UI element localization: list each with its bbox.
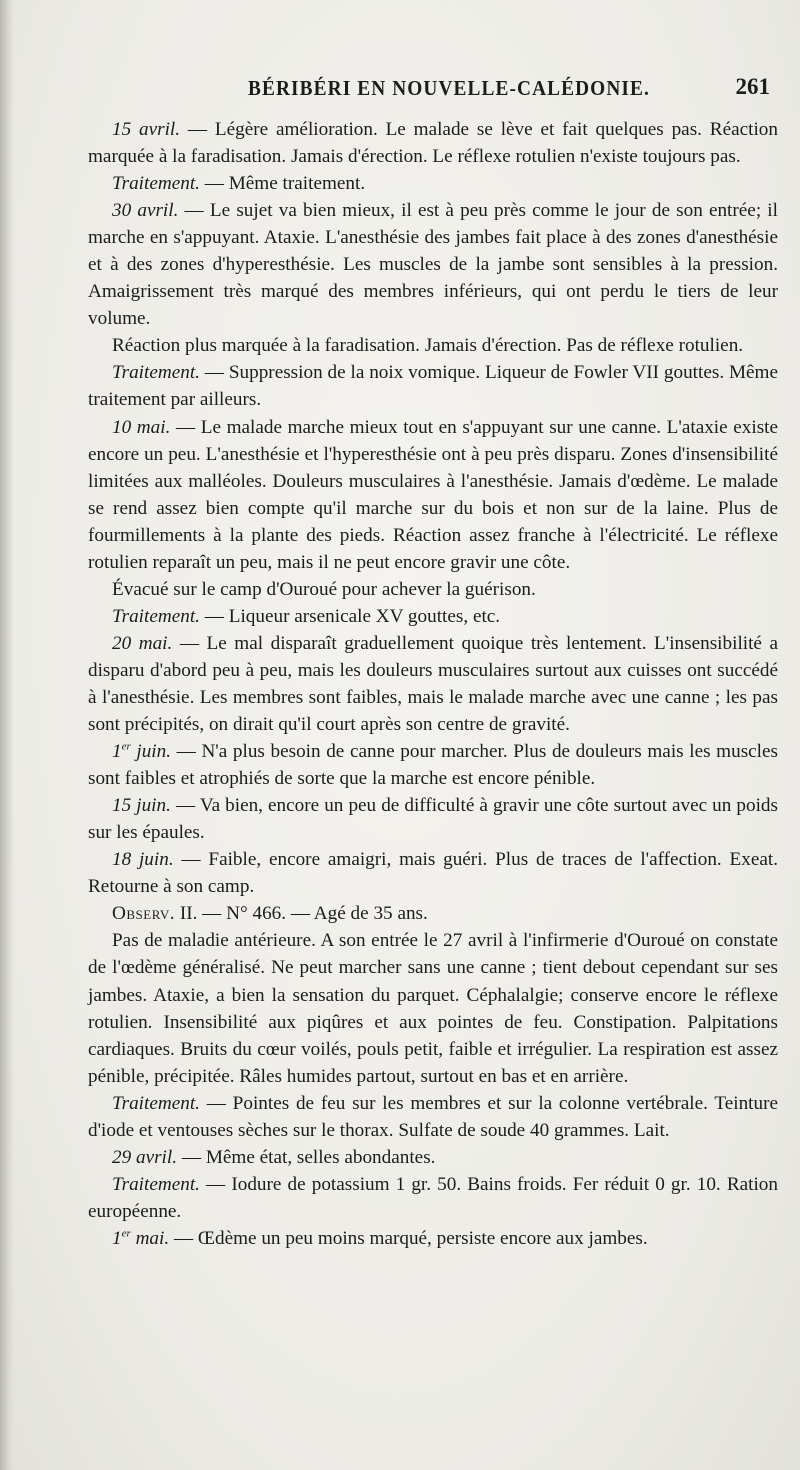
- entry-date: 18 juin.: [112, 849, 174, 871]
- entry-date: 15 juin.: [112, 795, 171, 817]
- paragraph: [88, 359, 778, 413]
- paragraph: [88, 1144, 778, 1171]
- paragraph-text: — Pointes de feu sur les membres et sur la colonne vertébrale. Teinture d'iode et ventouses sèches sur le thorax. Sulfate de soude 40 grammes. Lait.: [88, 1092, 778, 1141]
- entry-date: 30 avril.: [112, 200, 179, 222]
- entry-date: [112, 1228, 169, 1249]
- page-binding-shadow: [0, 0, 14, 1470]
- paragraph: [88, 1225, 778, 1252]
- paragraph: [88, 576, 778, 603]
- observation-label: Observ.: [112, 903, 176, 925]
- entry-date: 10 mai.: [112, 416, 171, 438]
- paragraph-text: — Liqueur arsenicale XV gouttes, etc.: [199, 605, 501, 627]
- entry-date: [112, 741, 171, 762]
- paragraph-text: — Œdème un peu moins marqué, persiste encore aux jambes.: [169, 1227, 648, 1249]
- treatment-label: Traitement.: [112, 173, 200, 195]
- paragraph-text: — Le mal disparaît graduellement quoique très lentement. L'insensibilité a disparu d'abord peu à peu, mais les douleurs musculaires surtout aux cuisses ont succédé à l'anesthésie. Les membres sont faibles, mais le malade marche avec une canne ; les pas sont précipités, on dirait qu'il court après son centre de gravité.: [88, 632, 778, 736]
- paragraph-text: — Iodure de potassium 1 gr. 50. Bains froids. Fer réduit 0 gr. 10. Ration européenne.: [88, 1173, 778, 1222]
- paragraph-text: — Légère amélioration. Le malade se lève et fait quelques pas. Réaction marquée à la faradisation. Jamais d'érection. Le réflexe rotulien n'existe toujours pas.: [88, 119, 778, 168]
- paragraph-text: — Suppression de la noix vomique. Liqueur de Fowler VII gouttes. Même traitement par ailleurs.: [88, 362, 778, 411]
- treatment-label: Traitement.: [112, 362, 200, 384]
- paragraph: [88, 197, 778, 332]
- treatment-label: Traitement.: [112, 1092, 200, 1114]
- body-text: [88, 116, 778, 1252]
- paragraph: [88, 603, 778, 630]
- paragraph: [88, 846, 778, 900]
- paragraph-text: — Le sujet va bien mieux, il est à peu près comme le jour de son entrée; il marche en s'appuyant. Ataxie. L'anesthésie des jambes fait place à des zones d'anesthésie et à des zones d'hyperesthésie. Les muscles de la jambe sont sensibles à la pression. Amaigrissement très marqué des membres inférieurs, qui ont perdu le tiers de leur volume.: [88, 200, 778, 330]
- paragraph: [88, 1090, 778, 1144]
- entry-date: 15 avril.: [112, 119, 181, 140]
- paragraph-text: — Même état, selles abondantes.: [177, 1146, 436, 1168]
- paragraph-text: — N'a plus besoin de canne pour marcher. Plus de douleurs mais les muscles sont faibles et atrophiés de sorte que la marche est encore pénible.: [88, 741, 778, 790]
- paragraph: [88, 927, 778, 1089]
- entry-date: 20 mai.: [112, 632, 173, 654]
- entry-date-day: 1: [112, 741, 122, 763]
- treatment-label: Traitement.: [112, 605, 200, 627]
- treatment-label: Traitement.: [112, 1173, 200, 1195]
- entry-date-month: juin.: [130, 741, 172, 763]
- paragraph-text: — Va bien, encore un peu de difficulté à gravir une côte surtout avec un poids sur les épaules.: [88, 795, 778, 844]
- paragraph: [88, 630, 778, 738]
- paragraph: [88, 116, 778, 170]
- paragraph-text: — Faible, encore amaigri, mais guéri. Plus de traces de l'affection. Exeat. Retourne à son camp.: [88, 849, 778, 898]
- paragraph: [88, 738, 778, 792]
- paragraph-text: — Même traitement.: [199, 173, 366, 195]
- page-number: 261: [735, 74, 770, 99]
- running-title: BÉRIBÉRI EN NOUVELLE-CALÉDONIE.: [248, 76, 650, 100]
- paragraph: [88, 414, 778, 576]
- paragraph: [88, 900, 778, 927]
- running-header: [88, 76, 778, 108]
- paragraph-text: Pas de maladie antérieure. A son entrée le 27 avril à l'infirmerie d'Ouroué on constate de l'œdème généralisé. Ne peut marcher sans une canne ; tient debout cependant sur ses jambes. Ataxie, a bien la sensation du parquet. Céphalalgie; conserve encore le réflexe rotulien. Insensibilité aux piqûres et aux pointes de feu. Constipation. Palpitations cardiaques. Bruits du cœur voilés, pouls petit, faible et irrégulier. La respiration est assez pénible, précipitée. Râles humides partout, surtout en bas et en arrière.: [88, 930, 778, 1087]
- entry-date-day: 1: [112, 1227, 122, 1249]
- entry-date-month: mai.: [130, 1227, 170, 1249]
- paragraph: [88, 1171, 778, 1225]
- paragraph-text: Évacué sur le camp d'Ouroué pour achever la guérison.: [112, 578, 536, 600]
- entry-date-ordinal: er: [121, 1227, 131, 1240]
- paragraph-text: II. — N° 466. — Agé de 35 ans.: [175, 903, 428, 925]
- paragraph: [88, 332, 778, 359]
- entry-date-ordinal: er: [121, 740, 131, 753]
- paragraph: [88, 170, 778, 197]
- entry-date: 29 avril.: [112, 1146, 178, 1168]
- paragraph-text: Réaction plus marquée à la faradisation. Jamais d'érection. Pas de réflexe rotulien.: [112, 335, 744, 357]
- paragraph-text: — Le malade marche mieux tout en s'appuyant sur une canne. L'ataxie existe encore un peu. L'anesthésie et l'hyperesthésie ont à peu près disparu. Zones d'insensibilité limitées aux malléoles. Douleurs musculaires à l'anesthésie. Jamais d'œdème. Le malade se rend assez bien compte qu'il marche sur du bois et non sur de la laine. Plus de fourmillements à la plante des pieds. Réaction assez franche à l'électricité. Le réflexe rotulien reparaît un peu, mais il ne peut encore gravir une côte.: [88, 416, 779, 573]
- paragraph: [88, 792, 778, 846]
